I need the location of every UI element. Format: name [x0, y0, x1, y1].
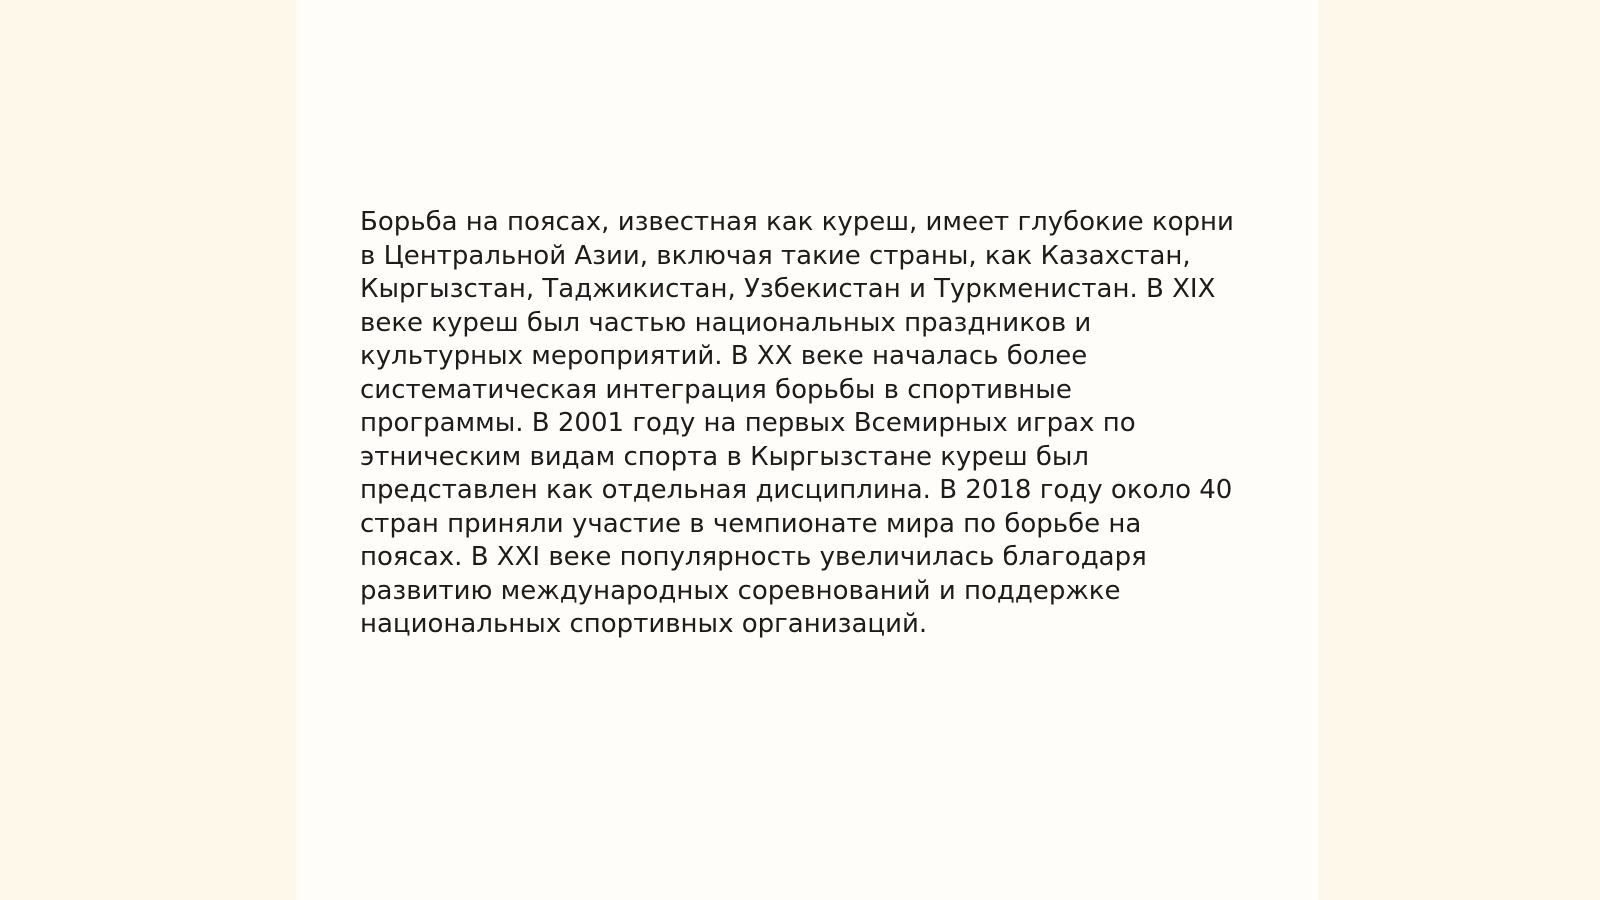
paragraph-line: этническим видам спорта в Кыргызстане куреш был [360, 441, 1090, 472]
paragraph-line: Борьба на поясах, известная как куреш, имеет глубокие корни [360, 207, 1234, 237]
paragraph-line: культурных мероприятий. В XX веке началась более [360, 341, 1088, 371]
paragraph-line: представлен как отдельная дисциплина. В 2018 году около 40 [360, 475, 1233, 505]
document-page [296, 0, 1318, 900]
paragraph-line: развитию международных соревнований и поддержке [360, 575, 1121, 606]
paragraph-line: систематическая интеграция борьбы в спортивные [360, 374, 1072, 405]
paragraph-line: поясах. В XXI веке популярность увеличилась благодаря [360, 542, 1147, 572]
paragraph-line: в Центральной Азии, включая такие страны, как Казахстан, [360, 240, 1191, 271]
paragraph-line: национальных спортивных организаций. [360, 609, 928, 639]
body-paragraph [360, 206, 1240, 642]
paragraph-line: веке куреш был частью национальных праздников и [360, 307, 1092, 338]
paragraph-line: Кыргызстан, Таджикистан, Узбекистан и Туркменистан. В XIX [360, 274, 1216, 304]
paragraph-line: стран приняли участие в чемпионате мира по борьбе на [360, 508, 1142, 539]
paragraph-line: программы. В 2001 году на первых Всемирных играх по [360, 408, 1136, 438]
